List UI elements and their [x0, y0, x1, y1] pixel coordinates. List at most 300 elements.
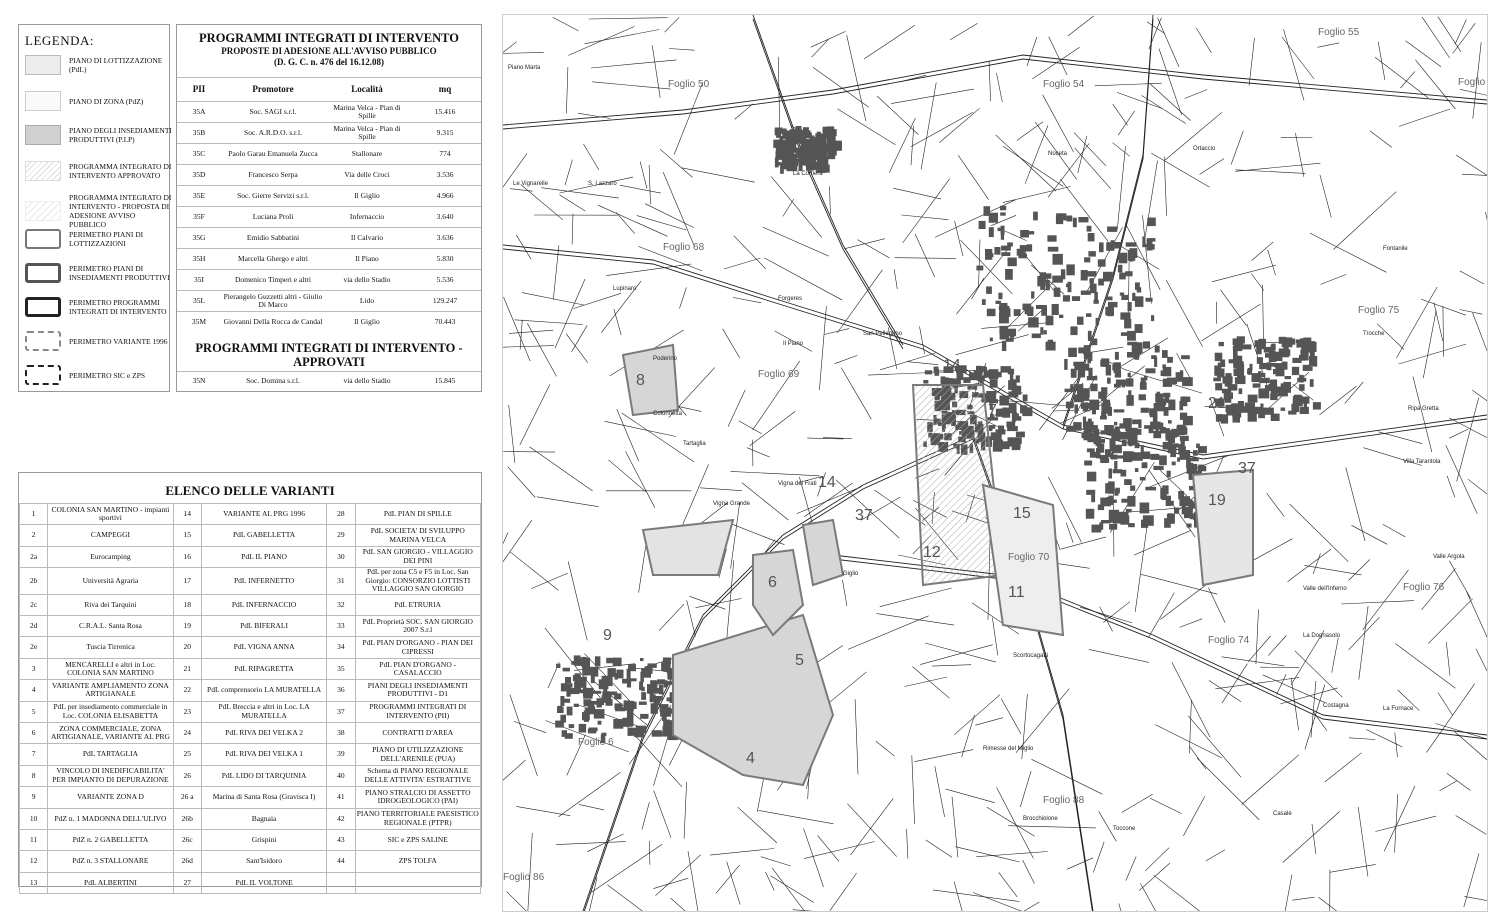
legend-item-1: [25, 55, 173, 75]
map-parcel-line: [1150, 798, 1182, 814]
map-parcel-line: [1453, 23, 1476, 53]
pii-cell: Il Calvario: [325, 228, 409, 249]
map-parcel-line: [1358, 807, 1368, 877]
map-building: [1096, 318, 1100, 325]
varianti-description: Marina di Santa Rosa (Gravisca I): [201, 787, 326, 808]
pii-table: [177, 77, 481, 333]
varianti-description: PdL INFERNACCIO: [201, 594, 326, 615]
map-building: [1120, 312, 1130, 319]
pii-header-pii: PII: [177, 78, 221, 102]
map-parcel-line: [1249, 38, 1254, 86]
map-building: [1163, 367, 1172, 376]
map-parcel-line: [855, 699, 858, 774]
map-building: [1069, 402, 1074, 406]
map-building: [1101, 392, 1107, 402]
map-parcel-line: [926, 840, 953, 858]
map-parcel-line: [1320, 386, 1357, 415]
varianti-description: PdL BIFERALI: [201, 616, 326, 637]
map-building: [1193, 450, 1198, 456]
map-parcel-line: [1043, 95, 1074, 152]
map-building: [1016, 432, 1025, 438]
map-building: [1233, 356, 1242, 363]
map-building: [1150, 412, 1154, 418]
map-building: [602, 733, 607, 736]
map-parcel-line: [894, 269, 897, 289]
map-parcel-line: [1256, 609, 1259, 664]
map-parcel-line: [979, 240, 981, 288]
map-building: [1103, 272, 1113, 282]
map-parcel-line: [1075, 148, 1111, 189]
map-building: [1177, 457, 1180, 461]
varianti-number: 2a: [20, 546, 48, 567]
map-building: [790, 154, 796, 164]
map-building: [1109, 524, 1117, 530]
map-building: [587, 667, 594, 674]
map-building: [1088, 251, 1096, 257]
legend-swatch-7: [25, 263, 61, 283]
map-parcel-line: [880, 353, 935, 370]
map-parcel-line: [622, 413, 694, 462]
pii-row: [177, 165, 481, 186]
map-place-label: Costagna: [1323, 703, 1349, 709]
map-building: [1059, 315, 1063, 318]
varianti-number: 25: [173, 744, 201, 765]
map-building: [1056, 213, 1066, 220]
varianti-description: SIC e ZPS SALINE: [355, 829, 480, 850]
map-parcel-line: [508, 467, 536, 498]
legend-label: PIANO DI ZONA (PdZ): [69, 96, 144, 106]
map-building: [631, 728, 637, 736]
map-place-label: Colonnetta: [653, 411, 683, 417]
map-parcel-line: [975, 718, 1003, 726]
map-place-label: S. Lazzaro: [588, 181, 617, 187]
legend-label: PERIMETRO PROGRAMMI INTEGRATI DI INTERVENTO: [69, 298, 167, 316]
map-building: [1250, 364, 1253, 371]
map-building: [1122, 440, 1127, 446]
map-place-label: Scortocagatti: [1013, 653, 1049, 659]
map-building: [1174, 508, 1179, 514]
varianti-description: PdL VIGNA ANNA: [201, 637, 326, 658]
pii-cell: via dello Stadio: [325, 270, 409, 291]
pii-cell: 15.416: [409, 102, 481, 123]
map-building: [1186, 459, 1191, 469]
map-building: [813, 150, 816, 161]
map-parcel-line: [1421, 299, 1466, 315]
map-parcel-line: [591, 60, 676, 68]
map-parcel-line: [1466, 591, 1487, 639]
map-building: [1286, 349, 1290, 355]
map-building: [1008, 258, 1017, 267]
varianti-number: 44: [327, 851, 355, 872]
map-parcel-line: [1375, 816, 1436, 831]
varianti-number: 30: [327, 546, 355, 567]
map-parcel-line: [952, 797, 958, 858]
pii-header-localita: Località: [325, 78, 409, 102]
map-parcel-line: [1413, 377, 1432, 452]
map-parcel-line: [1277, 875, 1292, 911]
map-building: [998, 438, 1001, 443]
map-building: [1142, 236, 1145, 246]
map-building: [804, 147, 808, 153]
map-building: [1070, 384, 1073, 390]
varianti-description: VARIANTE AL PRG 1996: [201, 504, 326, 525]
legend-swatch-1: [25, 55, 61, 75]
map-zone-number: 11: [1008, 584, 1025, 601]
map-parcel-line: [688, 851, 699, 911]
map-zone-number: 7: [988, 402, 997, 419]
map-building: [1073, 218, 1077, 228]
map-parcel-line: [868, 372, 945, 375]
map-building: [650, 693, 654, 703]
varianti-description: PIANO TERRITORIALE PAESISTICO REGIONALE (PTPR): [355, 808, 480, 829]
pii-approved-cell: Soc. Domina s.r.l.: [221, 372, 325, 390]
map-building: [1110, 443, 1115, 452]
map-building: [1078, 368, 1085, 378]
map-building: [1163, 393, 1170, 398]
legend-swatch-10: [25, 365, 61, 385]
map-foglio-label: Foglio 86: [503, 872, 545, 883]
map-parcel-line: [864, 25, 915, 59]
map-parcel-line: [1190, 747, 1206, 770]
map-parcel-line: [1304, 565, 1361, 575]
varianti-row: [20, 525, 481, 546]
map-parcel-line: [503, 520, 532, 577]
map-building: [786, 146, 796, 152]
map-building: [575, 690, 583, 694]
map-building: [941, 377, 948, 381]
map-parcel-line: [509, 405, 515, 463]
map-building: [1098, 505, 1104, 511]
map-building: [1181, 439, 1185, 446]
map-building: [562, 730, 567, 737]
map-building: [1114, 461, 1117, 471]
map-building: [1090, 284, 1097, 294]
map-place-label: Ripa Gretta: [1408, 406, 1439, 412]
pii-approved-row: [177, 372, 481, 390]
map-parcel-line: [1016, 689, 1069, 753]
map-place-label: Casale: [1273, 811, 1292, 817]
map-parcel-line: [1221, 290, 1247, 326]
varianti-description: Schema di PIANO REGIONALE DELLE ATTIVITA' ESTRATTIVE: [355, 765, 480, 786]
map-building: [1155, 426, 1159, 431]
legend-swatch-4: [25, 161, 61, 181]
map-building: [1098, 259, 1106, 266]
map-parcel-line: [1399, 344, 1467, 364]
map-parcel-line: [1325, 753, 1362, 782]
map-building: [1135, 282, 1140, 290]
pii-cell: Marina Velca - Pian di Spille: [325, 123, 409, 144]
map-parcel-line: [1140, 883, 1161, 911]
map-building: [1158, 399, 1166, 406]
map-parcel-line: [828, 672, 867, 704]
varianti-description: PdZ n. 1 MADONNA DELL'ULIVO: [48, 808, 173, 829]
map-building: [1066, 264, 1074, 275]
map-parcel-line: [573, 293, 621, 308]
map-building: [655, 732, 663, 737]
map-zone-number: 5: [795, 652, 804, 669]
map-parcel-line: [1436, 724, 1488, 742]
map-parcel-line: [999, 872, 1018, 897]
legend-swatch-5: [25, 201, 61, 221]
map-building: [1274, 352, 1283, 361]
map-building: [1016, 375, 1020, 382]
map-parcel-line: [739, 421, 762, 434]
map-parcel-line: [510, 695, 538, 777]
varianti-number: 2b: [20, 568, 48, 595]
map-parcel-line: [1159, 49, 1182, 116]
map-drawing: [503, 15, 1487, 911]
map-building: [1213, 378, 1221, 382]
varianti-description: PIANI DEGLI INSEDIAMENTI PRODUTTIVI - D1: [355, 680, 480, 701]
map-building: [1147, 244, 1155, 250]
map-parcel-line: [946, 789, 995, 803]
map-zone-number: 12: [923, 544, 941, 561]
map-parcel-line: [877, 614, 955, 626]
varianti-description: PdL TARTAGLIA: [48, 744, 173, 765]
map-building: [1008, 380, 1012, 390]
varianti-description: PdZ n. 2 GABELLETTA: [48, 829, 173, 850]
map-building: [1228, 384, 1238, 391]
map-building: [1253, 383, 1261, 387]
map-building: [1081, 291, 1091, 295]
varianti-number: 42: [327, 808, 355, 829]
map-parcel-line: [1290, 504, 1349, 562]
map-building: [1237, 336, 1245, 343]
map-parcel-line: [1132, 911, 1137, 912]
pii-row: [177, 312, 481, 333]
map-parcel-line: [1446, 445, 1478, 514]
map-parcel-line: [891, 89, 974, 104]
map-parcel-line: [895, 258, 956, 259]
varianti-number: 14: [173, 504, 201, 525]
map-parcel-line: [726, 522, 784, 545]
map-parcel-line: [1378, 42, 1385, 80]
map-building: [1155, 346, 1160, 353]
map-building: [987, 309, 996, 317]
map-building: [986, 286, 992, 294]
varianti-number: 26: [173, 765, 201, 786]
map-parcel-line: [584, 30, 659, 44]
varianti-description: Sant'Isidoro: [201, 851, 326, 872]
map-foglio-label: Foglio 6: [578, 737, 614, 748]
map-parcel-line: [1200, 159, 1225, 175]
map-building: [1107, 378, 1111, 384]
map-building: [659, 685, 664, 695]
varianti-description: Tuscia Tirrenica: [48, 637, 173, 658]
map-parcel-line: [671, 898, 709, 911]
map-building: [1114, 384, 1121, 388]
pii-cell: 3.536: [409, 165, 481, 186]
map-building: [1241, 344, 1251, 349]
map-building: [1036, 305, 1046, 309]
map-parcel-line: [1212, 265, 1276, 282]
map-building: [1086, 313, 1091, 317]
map-parcel-line: [1263, 285, 1264, 347]
map-building: [1022, 410, 1026, 414]
map-building: [563, 699, 570, 703]
varianti-description: PdL per insediamento commerciale in Loc. COLONIA ELISABETTA: [48, 701, 173, 722]
map-building: [588, 729, 596, 734]
pii-cell: Stallonare: [325, 144, 409, 165]
map-building: [1135, 443, 1140, 449]
map-parcel-line: [642, 802, 649, 829]
map-building: [976, 266, 983, 271]
varianti-number: 22: [173, 680, 201, 701]
map-building: [1108, 486, 1114, 494]
varianti-description: PdL per zona C5 e F5 in Loc. San Giorgio: CONSORZIO LOTTISTI VILLAGGIO SAN GIORGIO: [355, 568, 480, 595]
map-building: [1040, 327, 1043, 335]
map-building: [1088, 419, 1092, 428]
map-parcel-line: [1103, 602, 1130, 623]
map-building: [1167, 471, 1171, 478]
map-building: [1068, 348, 1077, 357]
map-building: [1192, 464, 1197, 471]
map-foglio-label: Foglio 76: [1403, 582, 1445, 593]
map-parcel-line: [1235, 163, 1320, 171]
map-parcel-line: [516, 806, 570, 815]
map-building: [1087, 448, 1095, 452]
map-parcel-line: [847, 35, 866, 121]
varianti-description: CAMPEGGI: [48, 525, 173, 546]
varianti-number: 5: [20, 701, 48, 722]
varianti-description: PdL SAN GIORGIO - VILLAGGIO DEI PINI: [355, 546, 480, 567]
varianti-description: PdL INFERNETTO: [201, 568, 326, 595]
varianti-description: PdL IL VOLTONE: [201, 872, 326, 893]
map-parcel-line: [1231, 131, 1243, 165]
map-parcel-line: [1455, 20, 1466, 44]
map-building: [1090, 384, 1097, 392]
map-parcel-line: [669, 49, 695, 51]
map-foglio-label: Foglio 70: [1008, 552, 1050, 563]
map-building: [1110, 453, 1114, 459]
map-parcel-line: [764, 258, 842, 300]
map-building: [1090, 452, 1101, 458]
map-building: [823, 148, 834, 151]
map-parcel-line: [654, 791, 671, 838]
map-parcel-line: [1449, 429, 1468, 438]
map-building: [1014, 438, 1022, 444]
map-building: [569, 724, 574, 728]
legend-label: PERIMETRO PIANI DI LOTTIZZAZIONI: [69, 230, 144, 248]
map-parcel-line: [819, 306, 826, 390]
varianti-number: 39: [327, 744, 355, 765]
map-building: [1300, 338, 1307, 341]
map-parcel-line: [1383, 524, 1406, 537]
map-building: [556, 664, 560, 668]
map-building: [1086, 490, 1095, 495]
map-building: [640, 714, 648, 719]
map-building: [656, 681, 661, 685]
map-parcel-line: [972, 278, 984, 299]
map-building: [1135, 324, 1143, 333]
map-parcel-line: [1282, 37, 1314, 79]
map-parcel-line: [514, 320, 583, 325]
map-building: [1006, 422, 1015, 428]
map-building: [1047, 235, 1056, 241]
map-parcel-line: [1438, 693, 1452, 716]
map-building: [1046, 280, 1050, 290]
map-building: [1134, 429, 1141, 435]
pii-row: [177, 228, 481, 249]
map-building: [1162, 350, 1168, 358]
map-building: [1084, 257, 1090, 262]
varianti-number: 19: [173, 616, 201, 637]
map-parcel-line: [1074, 132, 1106, 165]
map-building: [1172, 462, 1176, 466]
map-parcel-line: [1151, 153, 1209, 187]
map-parcel-line: [591, 844, 662, 892]
map-parcel-line: [1349, 738, 1375, 740]
map-parcel-line: [723, 329, 740, 358]
pii-cell: Emidio Sabbatini: [221, 228, 325, 249]
map-parcel-line: [616, 212, 635, 233]
map-place-label: San Pellegrino: [863, 331, 903, 337]
map-building: [613, 719, 623, 729]
varianti-description: PdL GABELLETTA: [201, 525, 326, 546]
map-parcel-line: [728, 390, 745, 427]
map-building: [1273, 369, 1281, 374]
map-building: [1150, 454, 1156, 458]
map-parcel-line: [920, 645, 993, 665]
map-building: [1178, 491, 1184, 499]
map-building: [1219, 342, 1224, 346]
map-parcel-line: [1395, 733, 1398, 758]
map-place-label: Giglio: [843, 571, 859, 577]
pii-header-promotore: Promotore: [221, 78, 325, 102]
map-parcel-line: [1142, 96, 1186, 124]
legend-swatch-6: [25, 229, 61, 249]
map-parcel-line: [1447, 773, 1471, 790]
pii-cell: 70.443: [409, 312, 481, 333]
map-parcel-line: [653, 878, 688, 888]
varianti-row: [20, 680, 481, 701]
map-parcel-line: [893, 188, 941, 199]
pii-approved-cell: 35N: [177, 372, 221, 390]
map-parcel-line: [1164, 157, 1166, 216]
map-building: [934, 369, 939, 376]
map-building: [1084, 461, 1092, 466]
pii-row: [177, 123, 481, 144]
map-building: [1271, 345, 1275, 353]
map-building: [1101, 430, 1112, 434]
map-parcel-line: [907, 829, 908, 859]
map-parcel-line: [1415, 60, 1455, 109]
map-building: [998, 293, 1002, 300]
map-parcel-line: [763, 227, 829, 256]
map-parcel-line: [1468, 479, 1487, 507]
pii-cell: Marcella Ghergo e altri: [221, 249, 325, 270]
map-building: [1099, 522, 1103, 530]
map-building: [1109, 469, 1113, 479]
map-building: [1107, 308, 1113, 316]
map-building: [624, 701, 634, 711]
pii-cell: 35L: [177, 291, 221, 312]
map-building: [1159, 423, 1163, 428]
map-parcel-line: [992, 618, 997, 656]
map-foglio-label: Foglio 75: [1358, 305, 1400, 316]
map-parcel-line: [514, 722, 546, 733]
map-zone-number: 14: [943, 357, 961, 374]
map-parcel-line: [1242, 755, 1299, 805]
pii-approved-title: PROGRAMMI INTEGRATI DI INTERVENTO - APPROVATI: [195, 341, 463, 369]
map-parcel-line: [1003, 187, 1071, 203]
varianti-description: PdZ n. 3 STALLONARE: [48, 851, 173, 872]
map-building: [1078, 217, 1088, 222]
map-parcel-line: [1457, 398, 1479, 482]
map-parcel-line: [568, 562, 587, 641]
map-parcel-line: [1172, 662, 1210, 737]
map-parcel-line: [1313, 553, 1320, 574]
